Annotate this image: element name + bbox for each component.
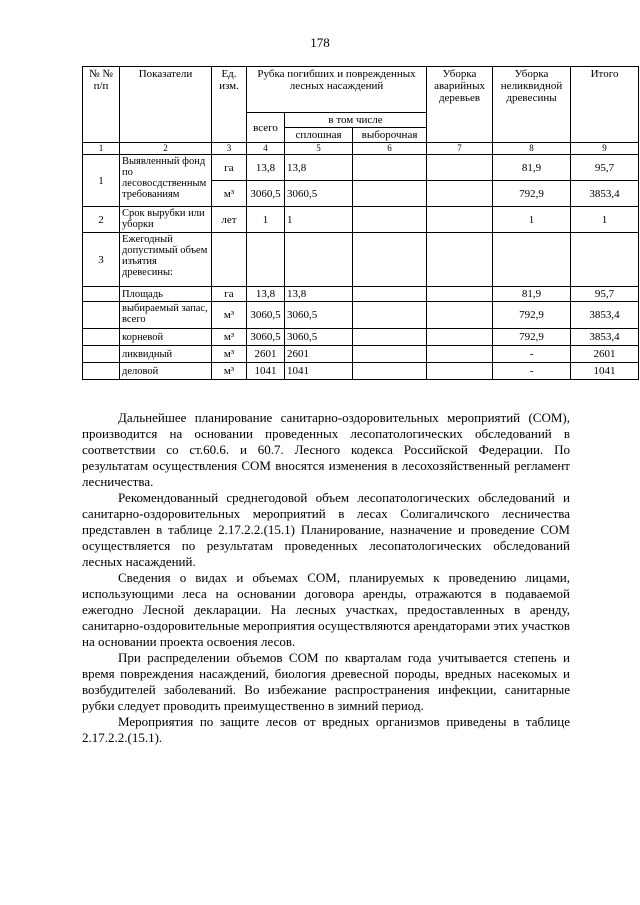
selective-cell (353, 207, 427, 233)
header-unit: Ед. изм. (212, 67, 247, 143)
illiquid-cell: - (493, 346, 571, 363)
unit-cell: м³ (212, 181, 247, 207)
header-clear: сплошная (285, 128, 353, 143)
col-number: 5 (285, 143, 353, 155)
unit-cell: га (212, 155, 247, 181)
illiquid-cell: 792,9 (493, 329, 571, 346)
row-label: ликвидный (120, 346, 212, 363)
emergency-cell (427, 329, 493, 346)
paragraph: Мероприятия по защите лесов от вредных организмов приведены в таблице 2.17.2.2.(15.1). (82, 714, 570, 745)
table-row (83, 302, 639, 329)
illiquid-cell: 792,9 (493, 181, 571, 207)
clear-cell: 13,8 (285, 287, 353, 302)
page-number: 178 (310, 35, 330, 50)
header-selective: выборочная (353, 128, 427, 143)
emergency-cell (427, 302, 493, 329)
row-label: Срок вырубки или уборки (120, 207, 212, 233)
emergency-cell (427, 287, 493, 302)
header-all: всего (247, 113, 285, 143)
clear-cell: 3060,5 (285, 329, 353, 346)
header-including: в том числе (285, 113, 427, 128)
table-row (83, 329, 639, 346)
col-number: 2 (120, 143, 212, 155)
table-row (83, 287, 639, 302)
paragraph: Сведения о видах и объемах СОМ, планируемых к проведению лицами, использующими леса на основании договора аренды, отражаются в подаваемой ежегодно Лесной декларации. На лесных участках, предоставленных в аренду, санитарно-оздоровительные мероприятия осуществляются арендаторами этих участков на основании проекта освоения лесов. (82, 570, 570, 649)
all-cell: 1 (247, 207, 285, 233)
total-cell: 3853,4 (571, 329, 639, 346)
row-num: 1 (83, 155, 120, 207)
row-label: корневой (120, 329, 212, 346)
emergency-cell (427, 233, 493, 287)
all-cell: 3060,5 (247, 329, 285, 346)
unit-cell: лет (212, 207, 247, 233)
all-cell: 1041 (247, 363, 285, 380)
table-row (83, 363, 639, 380)
row-label: деловой (120, 363, 212, 380)
col-number: 4 (247, 143, 285, 155)
table-row (83, 207, 639, 233)
unit-cell (212, 233, 247, 287)
felling-table (82, 66, 639, 380)
unit-cell: м³ (212, 363, 247, 380)
row-num: 2 (83, 207, 120, 233)
total-cell (571, 233, 639, 287)
table-row (83, 346, 639, 363)
selective-cell (353, 181, 427, 207)
unit-cell: м³ (212, 346, 247, 363)
row-label: выбираемый запас, всего (120, 302, 212, 329)
unit-cell: га (212, 287, 247, 302)
col-number: 7 (427, 143, 493, 155)
header-felling: Рубка погибших и поврежденных лесных насаждений (247, 67, 427, 113)
illiquid-cell (493, 233, 571, 287)
unit-cell: м³ (212, 329, 247, 346)
header-total: Итого (571, 67, 639, 143)
header-illiquid: Уборка неликвидной древесины (493, 67, 571, 143)
clear-cell: 2601 (285, 346, 353, 363)
all-cell (247, 233, 285, 287)
illiquid-cell: 792,9 (493, 302, 571, 329)
table-row (83, 155, 639, 181)
total-cell: 3853,4 (571, 181, 639, 207)
illiquid-cell: 1 (493, 207, 571, 233)
header-indicator: Показатели (120, 67, 212, 143)
emergency-cell (427, 363, 493, 380)
table-row (83, 233, 639, 287)
clear-cell: 13,8 (285, 155, 353, 181)
illiquid-cell: - (493, 363, 571, 380)
unit-cell: м³ (212, 302, 247, 329)
total-cell: 2601 (571, 346, 639, 363)
all-cell: 13,8 (247, 287, 285, 302)
emergency-cell (427, 207, 493, 233)
row-label: Площадь (120, 287, 212, 302)
clear-cell (285, 233, 353, 287)
col-number: 9 (571, 143, 639, 155)
row-label: Ежегодный допустимый объем изъятия древесины: (120, 233, 212, 287)
total-cell: 95,7 (571, 287, 639, 302)
selective-cell (353, 287, 427, 302)
column-number-row (83, 143, 639, 155)
selective-cell (353, 363, 427, 380)
emergency-cell (427, 181, 493, 207)
emergency-cell (427, 155, 493, 181)
col-number: 8 (493, 143, 571, 155)
body-text (82, 410, 570, 746)
all-cell: 13,8 (247, 155, 285, 181)
col-number: 3 (212, 143, 247, 155)
col-number: 1 (83, 143, 120, 155)
total-cell: 1 (571, 207, 639, 233)
all-cell: 3060,5 (247, 181, 285, 207)
clear-cell: 1 (285, 207, 353, 233)
clear-cell: 3060,5 (285, 181, 353, 207)
paragraph: Рекомендованный среднегодовой объем лесопатологических обследований и санитарно-оздоровительных мероприятий в лесах Солигаличского лесничества представлен в таблице 2.17.2.2.(15.1) Планирование, назначение и проведение СОМ осуществляется по результатам проведенных лесопатологических обследований лесных насаждений. (82, 490, 570, 569)
row-num: 3 (83, 233, 120, 287)
illiquid-cell: 81,9 (493, 155, 571, 181)
total-cell: 3853,4 (571, 302, 639, 329)
col-number: 6 (353, 143, 427, 155)
selective-cell (353, 329, 427, 346)
all-cell: 3060,5 (247, 302, 285, 329)
selective-cell (353, 155, 427, 181)
total-cell: 1041 (571, 363, 639, 380)
selective-cell (353, 233, 427, 287)
row-label: Выявленный фонд по лесовосдственным требованиям (120, 155, 212, 207)
clear-cell: 1041 (285, 363, 353, 380)
selective-cell (353, 346, 427, 363)
paragraph: Дальнейшее планирование санитарно-оздоровительных мероприятий (СОМ), производится на основании проведенных лесопатологических обследований в соответствии со ст.60.6. и 60.7. Лесного кодекса Российской Федерации. По результатам осуществления СОМ вносятся изменения в лесохозяйственный регламент лесничества. (82, 410, 570, 489)
header-emergency: Уборка аварийных деревьев (427, 67, 493, 143)
selective-cell (353, 302, 427, 329)
header-num: № № п/п (83, 67, 120, 143)
illiquid-cell: 81,9 (493, 287, 571, 302)
paragraph: При распределении объемов СОМ по кварталам года учитывается степень и время повреждения насаждений, биология древесной породы, вредных насекомых и возбудителей заболеваний. Во избежание распространения инфекции, санитарные рубки следует проводить преимущественно в зимний период. (82, 650, 570, 713)
clear-cell: 3060,5 (285, 302, 353, 329)
all-cell: 2601 (247, 346, 285, 363)
total-cell: 95,7 (571, 155, 639, 181)
emergency-cell (427, 346, 493, 363)
